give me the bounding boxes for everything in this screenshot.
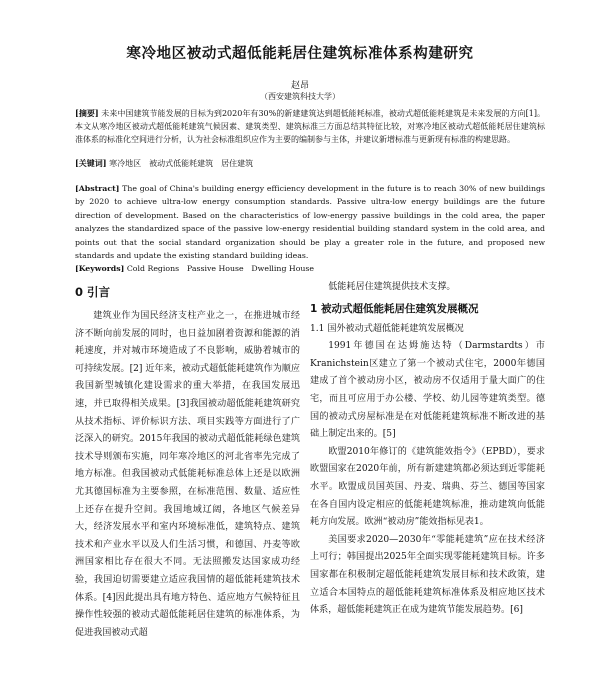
author-affiliation: （西安建筑科技大学） xyxy=(260,92,340,101)
abstract-en-label: [Abstract] xyxy=(75,184,120,193)
intro-paragraph: 建筑业作为国民经济支柱产业之一，在推进城市经济不断向前发展的同时，也日益加剧着资源和能源的消耗速度，并对城市环境造成了不良影响，威胁着城市的可持续发展。[2] 近年来，被动式超低能耗建筑作为顺应我国新型城镇化建设需求的重大举措，在我国发展迅速，并已取得相关成果。[3]我国被动超低能耗建筑研究从技术指标、评价标识方法、项目实践等方面进行了广泛深入的研究。2015年我国的被动式超低能耗绿色建筑技术导则颁布实施，同年寒冷地区的河北省率先完成了地方标准。但我国被动式低能耗标准总体上还是以欧洲尤其德国标准为主要参照，在标准范围、数量、适应性上还存在提升空间。我国地域辽阔，各地区气候差异大，经济发展水平和室内环境标准低，建筑特点、建筑技术和产业水平以及人们生活习惯，和德国、丹麦等欧洲国家相比存在很大不同。无法照搬发达国家成功经验，我国迫切需要建立适应我国情的超低能耗建筑技术体系。[4]因此提出具有地方特色、适应地方气候特征且操作性较强的被动式超低能耗居住建筑的标准体系，为促进我国被动式超 xyxy=(75,311,300,638)
section-1-heading: 1 被动式超低能耗居住建筑发展概况 xyxy=(310,302,479,315)
keywords-en-text: Cold Regions Passive House Dwelling House xyxy=(126,264,315,273)
keywords-en-label: [Keywords] xyxy=(75,264,125,273)
abstract-chinese xyxy=(75,107,545,147)
paragraph-germany: 1991年德国在达姆施达特（Darmstardts）市Kranichstein区建立了第一个被动式住宅，2000年德国建成了首个被动房小区，被动房不仅适用于量大面广的住宅，而且可应用于办公楼、学校、幼儿园等建筑类型。德国的被动式房屋标准是在对低能耗建筑标准不断改进的基础上制定出来的。[5] xyxy=(310,341,545,440)
keywords-cn-text: 寒冷地区 被动式低能耗建筑 居住建筑 xyxy=(109,159,254,168)
abstract-en-text: The goal of China's building energy efficiency development in the future is to reach 30% of new buildings by 2020 to achieve ultra-low energy consumption standards. Passive ultra-low energy buildings are the future direction of development. Based on the characteristics of low-energy passive buildings in the cold area, the paper analyzes the standardized space of the passive low-energy residential building standard system in the cold area, and points out that the social standard organization should be play a greater role in the future, and proposed new standards and update the existing standard building ideas. xyxy=(75,184,545,261)
keywords-english xyxy=(75,262,545,275)
author-name: 赵昂 xyxy=(290,81,309,91)
abstract-cn-label: [摘要] xyxy=(75,108,99,118)
left-column xyxy=(75,279,300,642)
keywords-cn-label: [关键词] xyxy=(75,158,107,168)
paper-title: 寒冷地区被动式超低能耗居住建筑标准体系构建研究 xyxy=(126,46,474,62)
paragraph-eu: 欧盟2010年修订的《建筑能效指令》（EPBD），要求欧盟国家在2020年前，所有新建建筑都必须达到近零能耗水平。欧盟成员国英国、丹麦、瑞典、芬兰、德国等国家在各自国内设定相应的低能耗建筑标准，推动建筑向低能耗方向发展。欧洲“被动房”能效指标见表1。 xyxy=(310,446,545,528)
section-0-heading: 0 引言 xyxy=(75,285,111,299)
right-column xyxy=(310,279,545,620)
carryover-text: 低能耗居住建筑提供技术支撑。 xyxy=(328,282,456,292)
paragraph-usa-korea: 美国要求2020—2030年“零能耗建筑”应在技术经济上可行；韩国提出2025年全面实现零能耗建筑目标。许多国家都在积极制定超低能耗建筑发展目标和技术政策，建立适合本国特点的超低能耗建筑标准体系及相应地区技术体系，超低能耗建筑正在成为建筑节能发展趋势。[6] xyxy=(310,534,545,616)
abstract-cn-text: 未来中国建筑节能发展的目标为到2020年有30%的新建建筑达到超低能耗标准，被动式超低能耗建筑是未来发展的方向[1]。本文从寒冷地区被动式超低能耗建筑气候因素、建筑类型、建筑标准三方面总结其特征比较，对寒冷地区被动式超低能耗居住建筑标准体系的标准化空间进行分析，认为社会标准组织应作为主要的编制参与主体，并建议新增标准与更新现有标准的构建思路。 xyxy=(75,109,545,145)
section-1-1-heading: 1.1 国外被动式超低能耗建筑发展概况 xyxy=(310,323,464,334)
keywords-chinese xyxy=(75,157,545,170)
abstract-english xyxy=(75,182,545,262)
